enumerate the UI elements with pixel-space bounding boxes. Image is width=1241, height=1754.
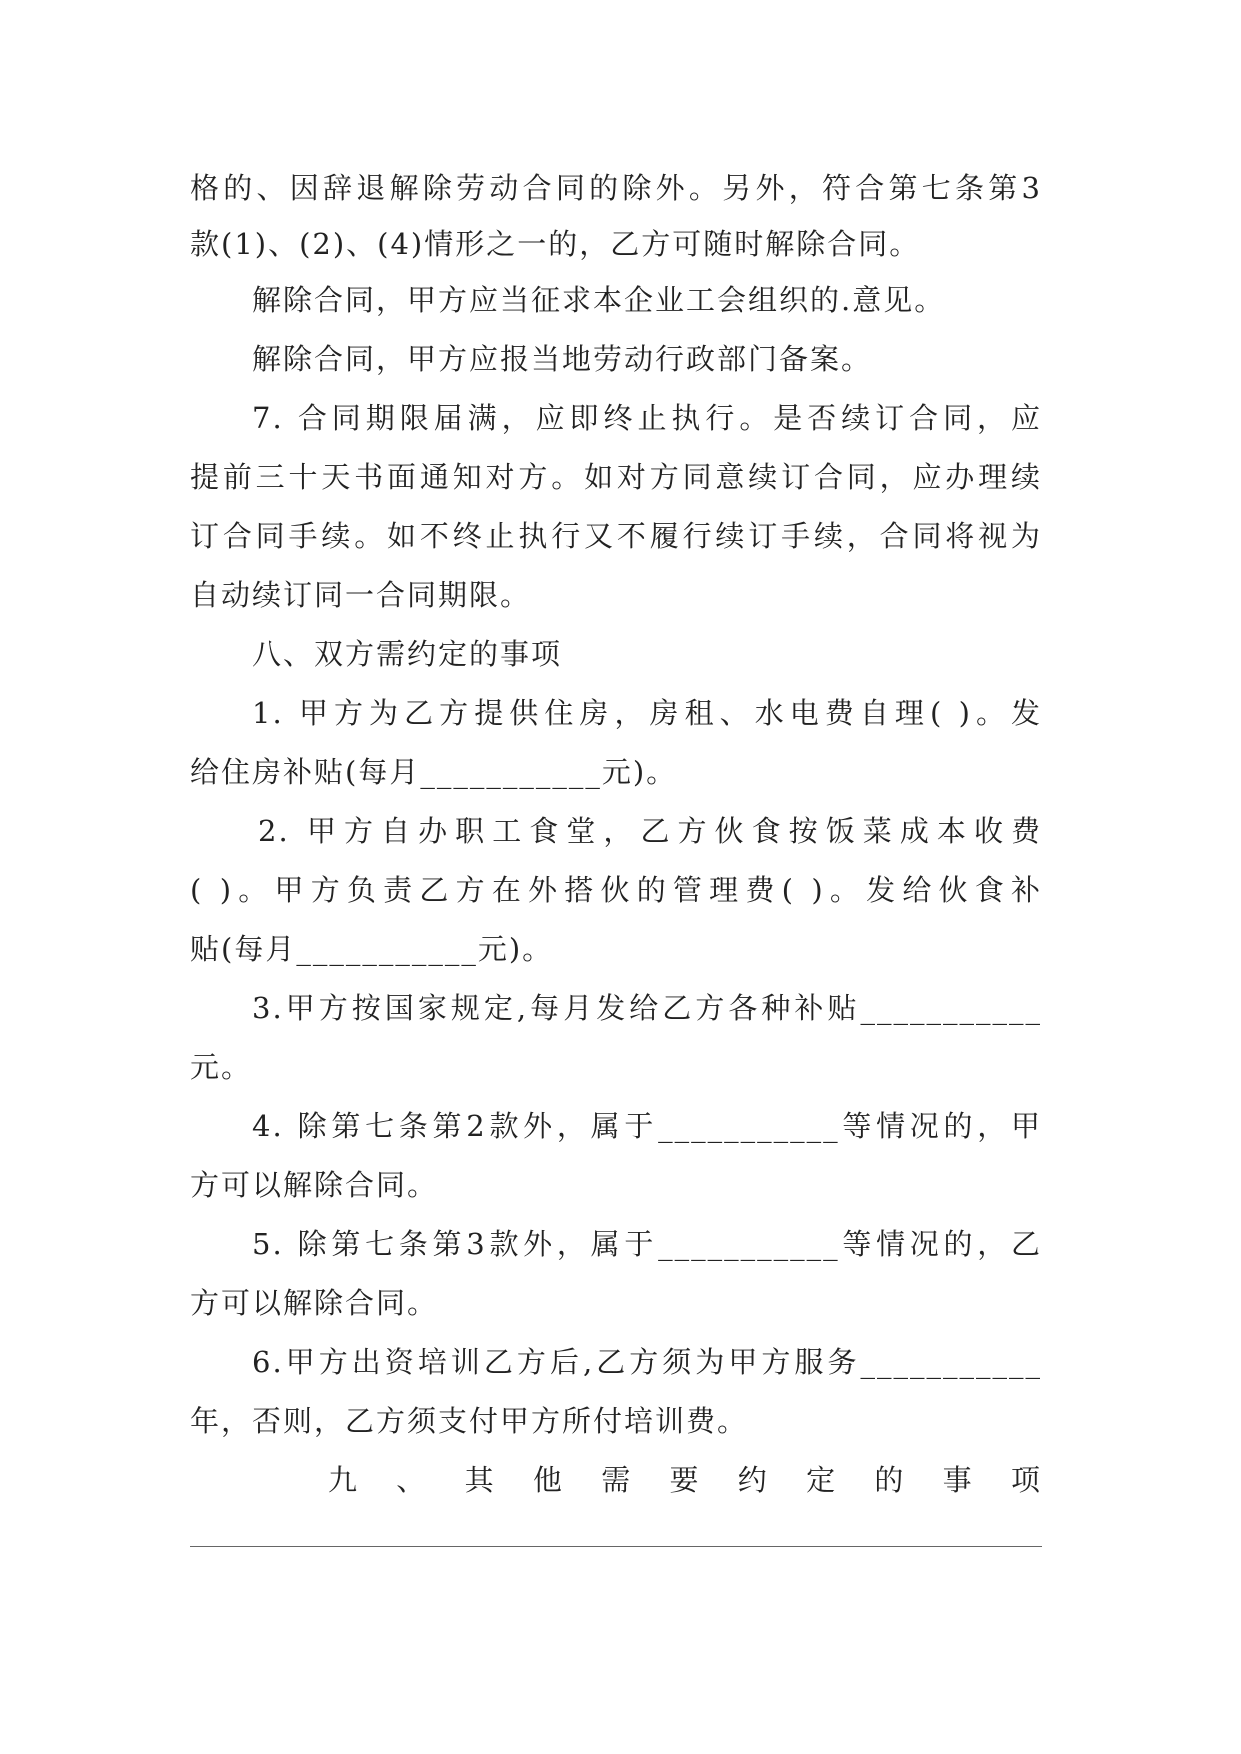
text-line: 给住房补贴(每月___________元)。 — [190, 755, 678, 789]
text-line: 方可以解除合同。 — [190, 1286, 439, 1320]
text-line: 解除合同，甲方应报当地劳动行政部门备案。 — [252, 342, 873, 376]
text-line: 5. 除第七条第3款外，属于___________等情况的，乙 — [252, 1227, 1042, 1261]
text-line: 方可以解除合同。 — [190, 1168, 439, 1202]
text-line: 1. 甲方为乙方提供住房，房租、水电费自理( )。发 — [252, 696, 1042, 730]
text-line: 贴(每月___________元)。 — [190, 932, 554, 966]
text-line: 6.甲方出资培训乙方后,乙方须为甲方服务___________ — [252, 1345, 1042, 1379]
text-line: 解除合同，甲方应当征求本企业工会组织的.意见。 — [252, 283, 946, 317]
text-line: 订合同手续。如不终止执行又不履行续订手续，合同将视为 — [190, 519, 1042, 553]
section-heading: 八、双方需约定的事项 — [252, 637, 563, 671]
section-heading: 九、其他需要约定的事项 — [328, 1463, 1042, 1497]
text-line: 款(1)、(2)、(4)情形之一的，乙方可随时解除合同。 — [190, 227, 921, 261]
text-line: 元。 — [190, 1050, 253, 1084]
text-line: 7. 合同期限届满，应即终止执行。是否续订合同，应 — [252, 401, 1042, 435]
text-line: 3.甲方按国家规定,每月发给乙方各种补贴___________ — [252, 991, 1042, 1025]
text-line: ( )。甲方负责乙方在外搭伙的管理费( )。发给伙食补 — [190, 873, 1042, 907]
blank-fill-line — [190, 1546, 1042, 1547]
text-line: 2. 甲方自办职工食堂，乙方伙食按饭菜成本收费 — [258, 814, 1042, 848]
text-line: 格的、因辞退解除劳动合同的除外。另外，符合第七条第3 — [190, 171, 1042, 205]
text-line: 自动续订同一合同期限。 — [190, 578, 532, 612]
text-line: 4. 除第七条第2款外，属于___________等情况的，甲 — [252, 1109, 1042, 1143]
text-line: 提前三十天书面通知对方。如对方同意续订合同，应办理续 — [190, 460, 1042, 494]
text-line: 年，否则，乙方须支付甲方所付培训费。 — [190, 1404, 749, 1438]
